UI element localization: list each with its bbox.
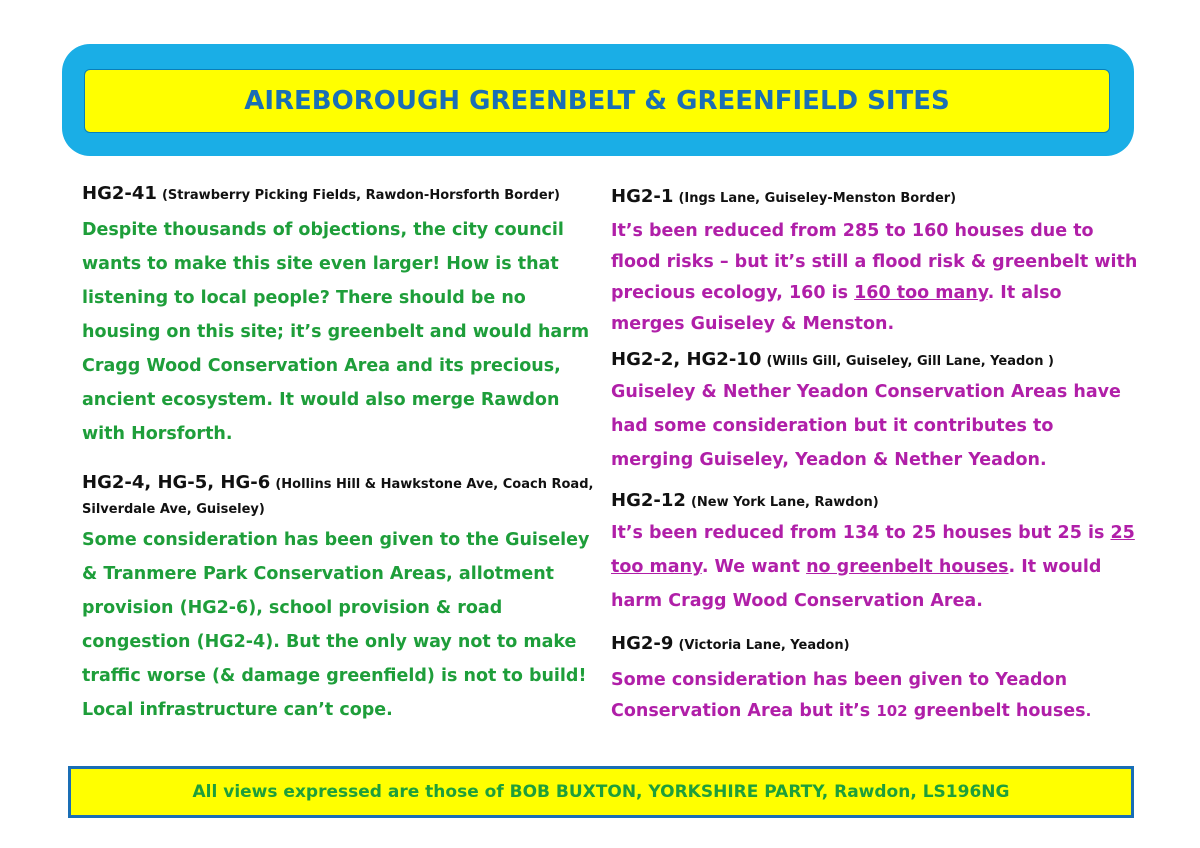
description-text: It’s been reduced from 285 to 160 houses due to flood risks – but it’s still a flood risk & greenbelt with precious ecology, 160 is xyxy=(611,221,1138,303)
site-description: Some consideration has been given to the Guiseley & Tranmere Park Conservation Areas, allotment provision (HG2-6), school provision & road congestion (HG2-4). But the only way not to make traffic worse (& damage greenfield) is not to build! Local infrastructure can’t cope. xyxy=(82,530,590,720)
description-text: . We want xyxy=(701,557,807,577)
site-location: (Strawberry Picking Fields, Rawdon-Horsforth Border) xyxy=(161,188,560,203)
site-description: Despite thousands of objections, the city council wants to make this site even larger! How is that listening to local people? There should be no housing on this site; it’s greenbelt and would harm Cragg Wood Conservation Area and its precious, ancient ecosystem. It would also merge Rawdon with Horsforth. xyxy=(82,220,590,444)
emphasis-text: no greenbelt houses xyxy=(806,557,1009,577)
site-code: HG2-1 xyxy=(611,186,674,207)
description-text: greenbelt houses xyxy=(907,701,1086,721)
site-heading xyxy=(611,487,1141,516)
site-description xyxy=(611,216,1141,340)
emphasis-text: 25 too many xyxy=(611,523,1135,577)
description-text: It’s been reduced from 134 to 25 houses but 25 is xyxy=(611,523,1111,543)
site-code: HG2-12 xyxy=(611,490,686,511)
header-title-box xyxy=(84,69,1110,133)
site-hg2-9 xyxy=(611,630,1141,727)
site-heading xyxy=(82,471,602,521)
number-text: 102 xyxy=(876,702,908,720)
footer-text: All views expressed are those of BOB BUXTON, YORKSHIRE PARTY, Rawdon, LS196NG xyxy=(192,782,1010,802)
site-code: HG2-41 xyxy=(82,183,157,204)
description-text: . It would harm Cragg Wood Conservation Area. xyxy=(611,557,1102,611)
site-hg2-12 xyxy=(611,487,1141,618)
site-hg2-1 xyxy=(611,180,1141,340)
site-location: (Victoria Lane, Yeadon) xyxy=(678,638,850,653)
site-code: HG2-4, HG-5, HG-6 xyxy=(82,472,271,493)
page-title: AIREBOROUGH GREENBELT & GREENFIELD SITES xyxy=(244,86,950,116)
description-text: . xyxy=(1085,702,1092,720)
emphasis-text: 160 too many xyxy=(854,283,988,303)
site-hg2-4-5-6 xyxy=(82,471,602,727)
right-column xyxy=(611,180,1141,727)
site-location: (Wills Gill, Guiseley, Gill Lane, Yeadon ) xyxy=(766,354,1054,369)
site-code: HG2-2, HG2-10 xyxy=(611,349,762,370)
site-location: (New York Lane, Rawdon) xyxy=(690,495,879,510)
site-heading xyxy=(611,180,1141,216)
description-text: Some consideration has been given to Yeadon Conservation Area but it’s xyxy=(611,670,1068,721)
footer-disclaimer xyxy=(68,766,1134,818)
site-heading xyxy=(611,630,1141,659)
site-description xyxy=(611,516,1141,618)
description-text: . It also merges Guiseley & Menston. xyxy=(611,283,1062,334)
site-heading xyxy=(82,180,602,209)
site-location: (Hollins Hill & Hawkstone Ave, Coach Road, Silverdale Ave, Guiseley) xyxy=(82,477,594,517)
site-hg2-41 xyxy=(82,180,602,451)
site-code: HG2-9 xyxy=(611,633,674,654)
left-column xyxy=(82,180,602,727)
site-location: (Ings Lane, Guiseley-Menston Border) xyxy=(678,191,957,206)
site-heading xyxy=(611,346,1141,375)
site-description xyxy=(611,665,1141,727)
site-hg2-2-10 xyxy=(611,346,1141,477)
site-description: Guiseley & Nether Yeadon Conservation Areas have had some consideration but it contributes to merging Guiseley, Yeadon & Nether Yeadon. xyxy=(611,382,1121,470)
